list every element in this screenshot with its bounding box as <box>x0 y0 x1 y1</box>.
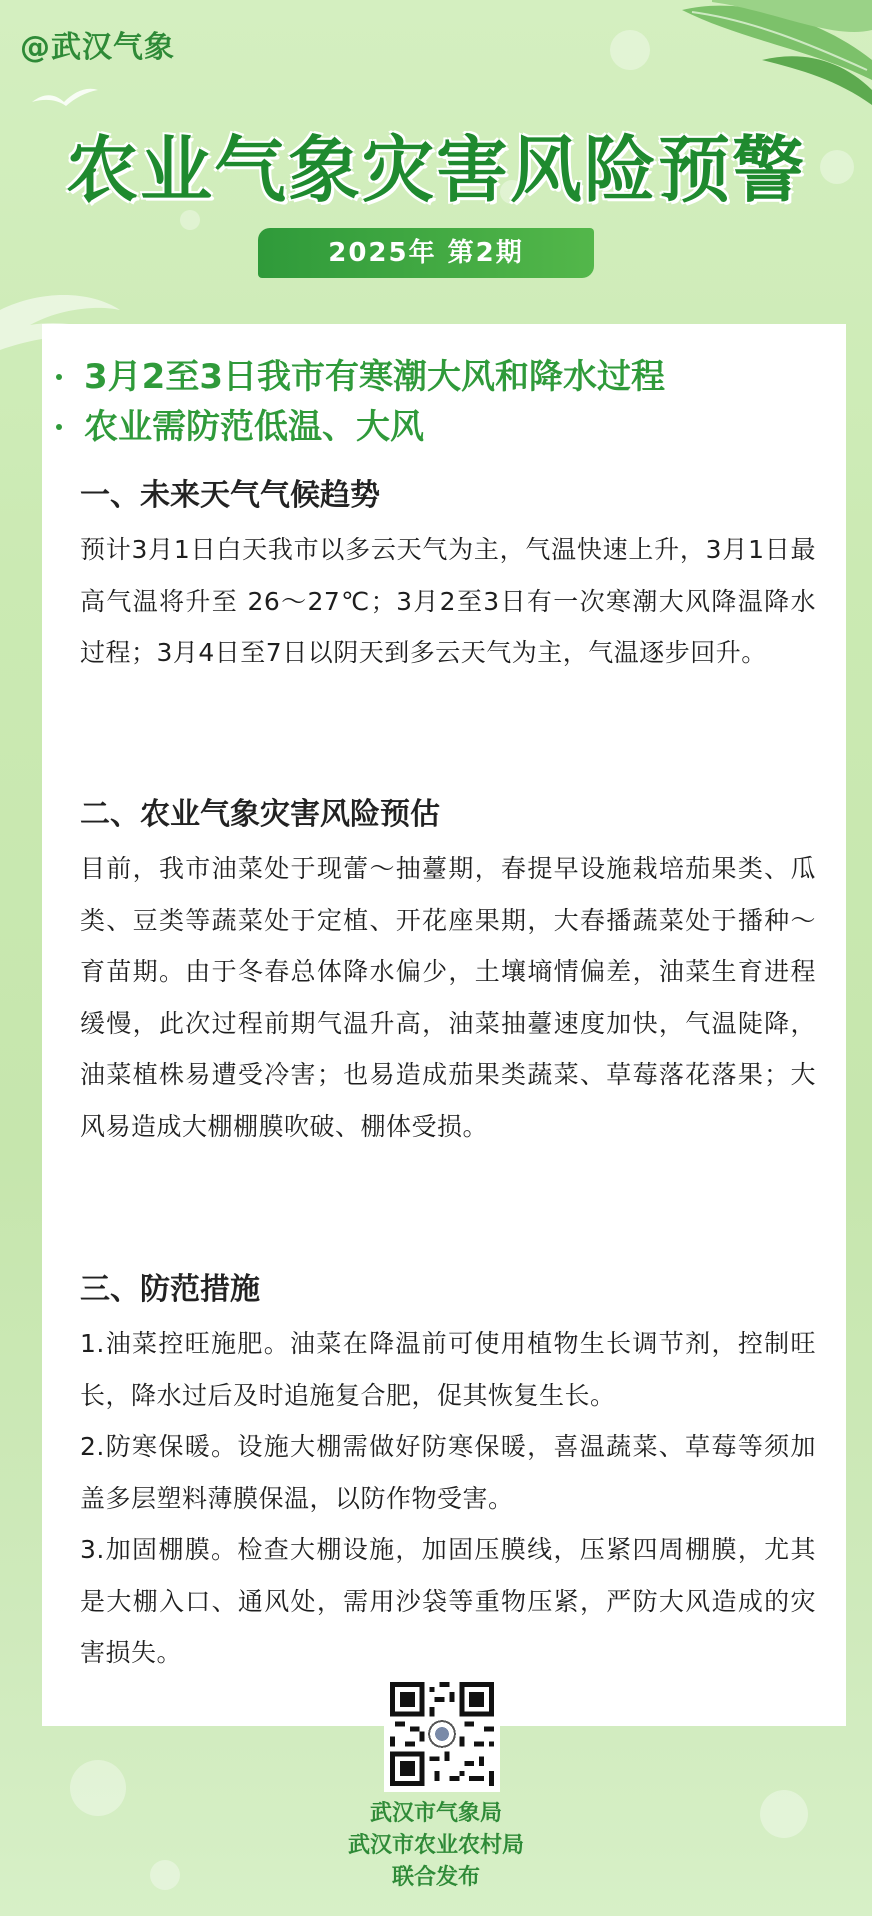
highlight-text: 3月2至3日我市有寒潮大风和降水过程 <box>84 357 665 397</box>
leaf-icon <box>652 0 872 120</box>
highlight-item <box>52 352 812 402</box>
publisher-line: 武汉市农业农村局 <box>347 1833 524 1858</box>
publisher-footer <box>0 1798 872 1894</box>
section-body: 预计3月1日白天我市以多云天气为主，气温快速上升，3月1日最高气温将升至 26～27℃；3月2至3日有一次寒潮大风降温降水过程；3月4日至7日以阴天到多云天气为主，气温逐步回升。 <box>80 535 816 667</box>
measure-item: 1.油菜控旺施肥。油菜在降温前可使用植物生长调节剂，控制旺长，降水过后及时追施复合肥，促其恢复生长。 <box>80 1329 816 1410</box>
qr-code-icon <box>384 1676 500 1792</box>
section-prevention <box>80 1268 816 1679</box>
account-handle: @武汉气象 <box>20 30 175 65</box>
highlights-list <box>52 352 812 452</box>
section-heading: 二、农业气象灾害风险预估 <box>80 797 440 832</box>
measure-item: 3.加固棚膜。检查大棚设施，加固压膜线，压紧四周棚膜，尤其是大棚入口、通风处，需用沙袋等重物压紧，严防大风造成的灾害损失。 <box>80 1535 816 1667</box>
publisher-line: 联合发布 <box>391 1865 480 1890</box>
section-weather-trend <box>80 474 816 679</box>
section-heading: 一、未来天气气候趋势 <box>80 478 380 513</box>
bullet-icon <box>56 374 62 380</box>
publisher-line: 武汉市气象局 <box>369 1801 502 1826</box>
section-risk-assessment <box>80 793 816 1152</box>
page-title: 农业气象灾害风险预警 <box>65 128 806 212</box>
bullet-icon <box>56 424 62 430</box>
section-body: 目前，我市油菜处于现蕾～抽薹期，春提早设施栽培茄果类、瓜类、豆类等蔬菜处于定植、开花座果期，大春播蔬菜处于播种～育苗期。由于冬春总体降水偏少，土壤墒情偏差，油菜生育进程缓慢，此次过程前期气温升高，油菜抽薹速度加快，气温陡降，油菜植株易遭受冷害；也易造成茄果类蔬菜、草莓落花落果；大风易造成大棚棚膜吹破、棚体受损。 <box>80 854 816 1141</box>
section-heading: 三、防范措施 <box>80 1272 260 1307</box>
issue-badge: 2025年 第2期 <box>258 228 594 278</box>
measure-item: 2.防寒保暖。设施大棚需做好防寒保暖，喜温蔬菜、草莓等须加盖多层塑料薄膜保温，以防作物受害。 <box>80 1432 816 1513</box>
bokeh-decoration <box>610 30 650 70</box>
highlight-text: 农业需防范低温、大风 <box>84 407 424 447</box>
highlight-item <box>52 402 812 452</box>
